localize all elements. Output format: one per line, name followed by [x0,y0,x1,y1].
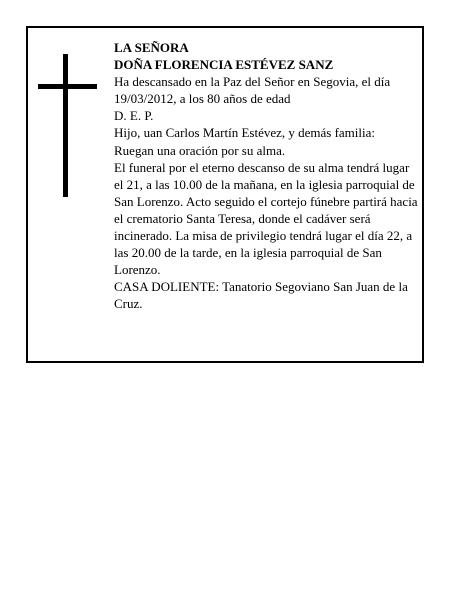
cross-icon-crossbar [38,84,97,89]
obituary-text [114,39,419,313]
notice-title: LA SEÑORA [114,40,189,55]
funeral-info: El funeral por el eterno descanso de su alma tendrá lugar el 21, a las 10.00 de la mañana, en la iglesia parroquial de San Lorenzo. Acto seguido el cortejo fúnebre partirá hacia el crematorio Santa Teresa, donde el cadáver será incinerado. La misa de privilegio tendrá lugar el día 22, a las 20.00 de la tarde, en la iglesia parroquial de San Lorenzo. [114,159,418,278]
death-statement: Ha descansado en la Paz del Señor en Segovia, el día 19/03/2012, a los 80 años de edad [114,74,391,107]
prayer-request: Ruegan una oración por su alma. [114,142,286,158]
family-text: Hijo, uan Carlos Martín Estévez, y demás familia: [114,125,376,141]
rip-text: D. E. P. [114,108,154,124]
mourning-house: CASA DOLIENTE: Tanatorio Segoviano San Juan de la Cruz. [114,279,408,312]
cross-icon [63,54,68,197]
deceased-name: DOÑA FLORENCIA ESTÉVEZ SANZ [114,57,334,73]
